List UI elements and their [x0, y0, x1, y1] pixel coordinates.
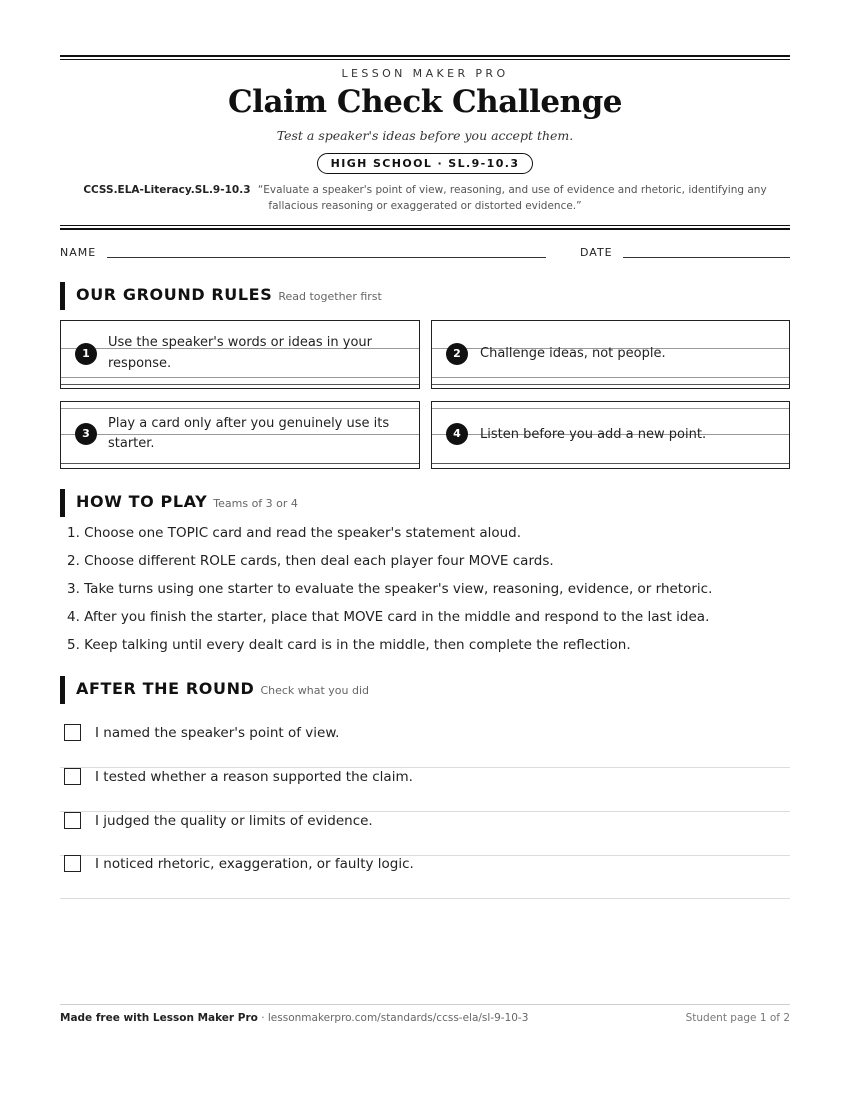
- footer-credit: [60, 1012, 528, 1024]
- after-round-title: AFTER THE ROUND: [76, 679, 255, 698]
- rule-number-badge: 4: [446, 423, 468, 445]
- ground-rules-heading: [60, 282, 790, 310]
- rule-card-4: [431, 401, 790, 469]
- checkbox[interactable]: [64, 724, 81, 741]
- header-bottom-rule: [60, 225, 790, 230]
- checklist-label: I noticed rhetoric, exaggeration, or faulty logic.: [95, 856, 414, 872]
- footer-made-with: Made free with Lesson Maker Pro: [60, 1012, 258, 1024]
- footer-page-number: Student page 1 of 2: [685, 1012, 790, 1024]
- rule-card-1: [60, 320, 420, 389]
- ground-rules-note: Read together first: [278, 290, 382, 303]
- page-title: Claim Check Challenge: [228, 84, 622, 120]
- instruction-step: 4. After you finish the starter, place that MOVE card in the middle and respond to the last idea.: [67, 609, 710, 625]
- standard-code: CCSS.ELA-Literacy.SL.9-10.3: [83, 184, 251, 196]
- level-badge: HIGH SCHOOL · SL.9-10.3: [317, 153, 534, 174]
- footer-separator: ·: [261, 1012, 265, 1024]
- after-round-heading: [60, 676, 790, 704]
- rule-number-badge: 2: [446, 343, 468, 365]
- instructions-list: [60, 522, 790, 662]
- section-marker: [60, 489, 65, 517]
- rule-number-badge: 1: [75, 343, 97, 365]
- brand-name: LESSON MAKER PRO: [341, 67, 509, 80]
- checklist-label: I judged the quality or limits of evidence.: [95, 813, 373, 829]
- how-to-play-heading: [60, 489, 790, 517]
- rule-card-3: [60, 401, 420, 469]
- checkbox[interactable]: [64, 768, 81, 785]
- checklist-item: [60, 724, 790, 768]
- name-field[interactable]: [107, 257, 546, 258]
- checklist-item: [60, 812, 790, 856]
- instruction-step: 3. Take turns using one starter to evaluate the speaker's view, reasoning, evidence, or rhetoric.: [67, 581, 713, 597]
- date-field[interactable]: [623, 257, 790, 258]
- checklist-item: [60, 768, 790, 812]
- ground-rules-title: OUR GROUND RULES: [76, 285, 273, 304]
- rule-card-2: [431, 320, 790, 389]
- name-date-row: [60, 246, 790, 260]
- instruction-step: 1. Choose one TOPIC card and read the speaker's statement aloud.: [67, 525, 522, 541]
- section-marker: [60, 282, 65, 310]
- page-subtitle: Test a speaker's ideas before you accept them.: [276, 128, 574, 143]
- checkbox[interactable]: [64, 812, 81, 829]
- after-round-note: Check what you did: [260, 684, 370, 697]
- checkbox[interactable]: [64, 855, 81, 872]
- header-top-rule: [60, 55, 790, 60]
- rule-number-badge: 3: [75, 423, 97, 445]
- how-to-play-title: HOW TO PLAY: [76, 492, 208, 511]
- rule-text: Listen before you add a new point.: [480, 427, 707, 442]
- section-marker: [60, 676, 65, 704]
- footer-url[interactable]: lessonmakerpro.com/standards/ccss-ela/sl-9-10-3: [267, 1012, 529, 1024]
- how-to-play-note: Teams of 3 or 4: [213, 497, 298, 510]
- checklist-label: I tested whether a reason supported the claim.: [95, 769, 413, 785]
- rule-text: Play a card only after you genuinely use its starter.: [108, 416, 390, 451]
- rule-text: Challenge ideas, not people.: [480, 346, 666, 361]
- name-label: NAME: [60, 246, 97, 259]
- standard-text: “Evaluate a speaker's point of view, reasoning, and use of evidence and rhetoric, identifying any fallacious reasoning or exaggerated or distorted evidence.”: [257, 184, 767, 212]
- rule-text: Use the speaker's words or ideas in your response.: [108, 335, 372, 371]
- footer-rule: [60, 1004, 790, 1005]
- instruction-step: 2. Choose different ROLE cards, then deal each player four MOVE cards.: [67, 553, 554, 569]
- date-label: DATE: [580, 246, 613, 259]
- checklist-item: [60, 855, 790, 899]
- checklist-label: I named the speaker's point of view.: [95, 725, 340, 741]
- standard-citation: [60, 182, 790, 214]
- instruction-step: 5. Keep talking until every dealt card is in the middle, then complete the reflection.: [67, 637, 631, 653]
